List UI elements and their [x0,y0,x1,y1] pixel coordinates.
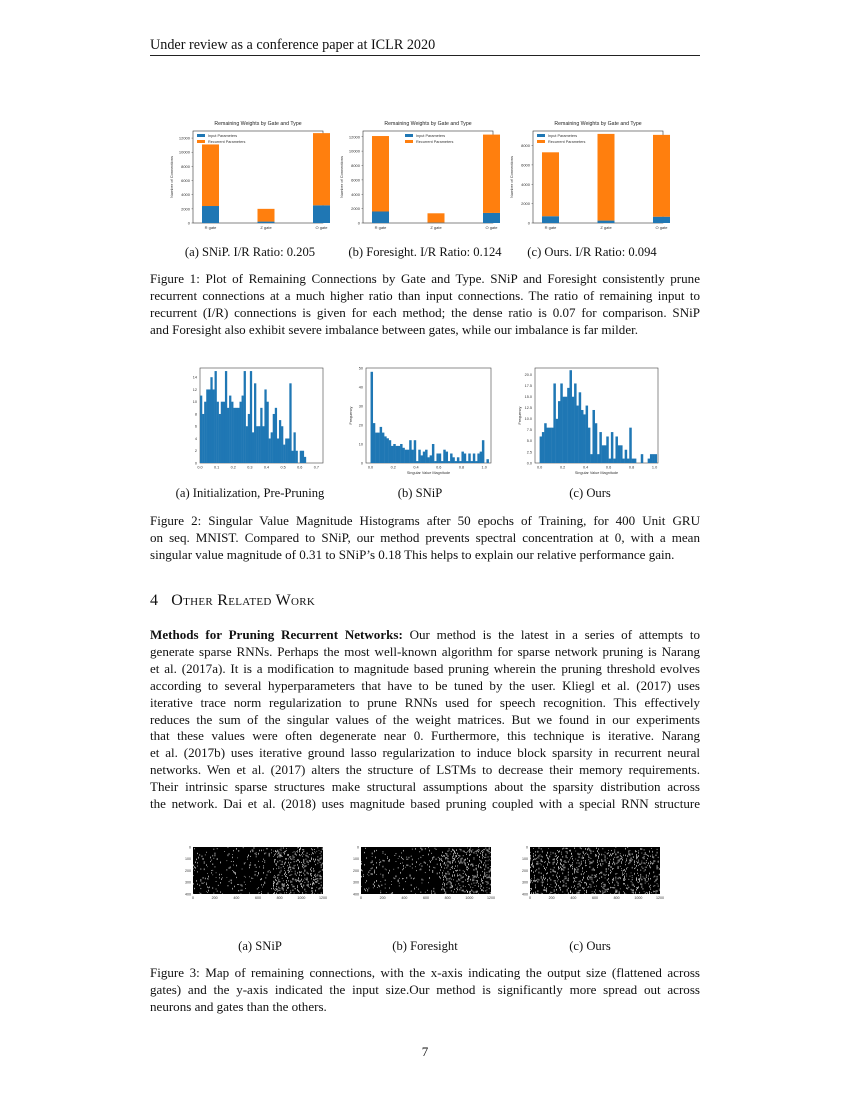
svg-text:400: 400 [233,896,240,900]
svg-text:200: 200 [353,868,359,873]
bar-chart-2 [509,121,670,230]
connection-map-0 [185,845,327,900]
svg-text:Input Parameters: Input Parameters [548,134,578,138]
svg-text:2: 2 [194,449,197,454]
svg-text:0: 0 [192,896,194,900]
svg-text:0.1: 0.1 [213,465,220,470]
svg-text:1.0: 1.0 [481,465,487,470]
figure3-subcaption-c: (c) Ours [569,939,611,953]
figure1-subcaption-b: (b) Foresight. I/R Ratio: 0.124 [348,245,502,259]
svg-text:0.0: 0.0 [526,461,532,466]
svg-text:200: 200 [548,896,555,900]
svg-text:Remaining Weights by Gate and: Remaining Weights by Gate and Type [554,121,642,127]
figure3-connection-maps [175,843,685,905]
svg-text:10: 10 [192,400,197,405]
svg-text:4: 4 [194,436,197,441]
svg-text:0: 0 [189,845,191,850]
bar-chart-1 [339,121,500,230]
svg-text:O gate: O gate [315,225,328,230]
svg-text:Frequency: Frequency [518,406,522,425]
svg-text:Number of Connections: Number of Connections [169,155,174,199]
svg-text:0.4: 0.4 [263,465,270,470]
svg-text:1000: 1000 [465,896,474,900]
svg-text:10000: 10000 [348,148,360,154]
svg-text:4000: 4000 [351,191,360,197]
svg-text:0.5: 0.5 [280,465,286,470]
svg-text:Singular Value Magnitude: Singular Value Magnitude [574,471,619,475]
svg-text:8: 8 [194,412,197,417]
svg-text:200: 200 [185,868,191,873]
svg-text:800: 800 [613,896,620,900]
svg-text:0.7: 0.7 [313,465,319,470]
svg-text:14: 14 [192,375,197,380]
svg-text:2000: 2000 [521,201,530,207]
svg-text:O gate: O gate [485,225,498,230]
svg-text:400: 400 [401,896,408,900]
svg-text:10.0: 10.0 [524,417,532,422]
svg-text:R gate: R gate [544,225,557,230]
svg-text:800: 800 [444,896,451,900]
svg-text:Number of Connections: Number of Connections [339,155,344,199]
svg-text:100: 100 [185,857,191,862]
svg-text:1000: 1000 [297,896,306,900]
svg-text:0.6: 0.6 [605,465,612,470]
svg-text:12: 12 [192,387,197,392]
svg-text:0.8: 0.8 [458,465,465,470]
svg-text:8000: 8000 [181,163,190,169]
svg-text:4000: 4000 [181,192,190,198]
svg-text:6000: 6000 [351,177,360,183]
svg-text:600: 600 [255,896,261,900]
figure1-subcaption-a: (a) SNiP. I/R Ratio: 0.205 [184,245,316,259]
svg-text:1200: 1200 [656,896,664,900]
svg-text:6000: 6000 [521,162,530,168]
svg-text:0.2: 0.2 [559,465,566,470]
svg-text:2000: 2000 [351,206,360,212]
svg-text:0: 0 [360,896,362,900]
section-heading: 4 Other Related Work [150,592,316,609]
svg-text:200: 200 [379,896,386,900]
histogram-2 [518,368,658,475]
figure2-subcaption-b: (b) SNiP [397,486,443,500]
figure3-caption: Figure 3: Map of remaining connections, with the x-axis indicating the output size (flattened across gates) and the y-axis indicated the input size.Our method is significantly more spread out across neurons and gates than the others. [150,965,700,1014]
svg-text:30: 30 [358,404,363,409]
svg-text:2000: 2000 [181,206,190,212]
svg-text:0: 0 [357,220,360,226]
svg-text:0: 0 [187,220,190,226]
svg-text:12.5: 12.5 [524,406,532,411]
svg-text:Singular Value Magnitude: Singular Value Magnitude [406,471,451,475]
body-paragraph: Methods for Pruning Recurrent Networks: Our method is the latest in a series of attempts to generate sparse RNNs. Perhaps the most well-known algorithm for sparse network pruning is Narang et al. (2017a). It is a modification to magnitude based pruning wherein the pruning threshold evolves according to several hyperparameters that have to be tuned by the user. Kliegl et al. (2017) uses iterative trace norm regularization to prune RNNs used for speech recognition. This effectively reduces the sum of the singular values of the weight matrices. But we found in our experiments that these values were often degenerate near 0. Furthermore, this technique is iterative. Narang et al. (2017b) uses iterative ground lasso regularization to induce block sparsity in recurrent neural networks. Wen et al. (2017) alters the structure of LSTMs to decrease their memory requirements. Their intrinsic sparse structures make structural assumptions about the sparsity distribution across the network. Dai et al. (2018) uses magnitude based pruning coupled with a special RNN structure [150,627,700,812]
svg-text:800: 800 [276,896,283,900]
figure1-caption: Figure 1: Plot of Remaining Connections by Gate and Type. SNiP and Foresight consistently prune recurrent connections at a much higher ratio than input connections. The ratio of remaining input to recurrent (I/R) connections is given for each method; the dense ratio is 0.07 for comparison. SNiP and Foresight also exhibit severe imbalance between gates, while our imbalance is far milder. [150,271,700,337]
paragraph-lead: Methods for Pruning Recurrent Networks: [150,627,403,642]
svg-text:17.5: 17.5 [524,383,532,388]
svg-text:0.0: 0.0 [536,465,543,470]
svg-text:0.3: 0.3 [247,465,253,470]
svg-text:0: 0 [194,461,197,466]
svg-text:1200: 1200 [487,896,495,900]
svg-text:Remaining Weights by Gate and: Remaining Weights by Gate and Type [214,121,302,127]
svg-text:Z gate: Z gate [430,225,442,230]
svg-text:Remaining Weights by Gate and: Remaining Weights by Gate and Type [384,121,472,127]
figure2-subcaption-a: (a) Initialization, Pre-Pruning [175,486,325,500]
svg-text:0.0: 0.0 [197,465,203,470]
svg-text:Z gate: Z gate [600,225,612,230]
svg-text:Frequency: Frequency [349,406,353,425]
svg-text:2.5: 2.5 [526,450,532,455]
svg-text:Input Parameters: Input Parameters [416,134,446,138]
svg-text:0: 0 [360,461,363,466]
svg-text:0: 0 [529,896,531,900]
svg-text:R gate: R gate [374,225,387,230]
svg-text:1.0: 1.0 [651,465,658,470]
svg-text:12000: 12000 [178,135,190,141]
svg-text:0.2: 0.2 [390,465,396,470]
svg-text:7.5: 7.5 [526,428,532,433]
svg-text:600: 600 [592,896,598,900]
svg-text:Recurrent Parameters: Recurrent Parameters [208,140,246,144]
svg-text:400: 400 [522,892,528,897]
svg-text:Recurrent Parameters: Recurrent Parameters [416,140,454,144]
svg-text:20: 20 [358,423,363,428]
svg-text:0.6: 0.6 [297,465,303,470]
svg-text:50: 50 [358,366,363,371]
connection-map-1 [353,845,495,900]
svg-text:4000: 4000 [521,181,530,187]
svg-text:400: 400 [570,896,577,900]
svg-text:1200: 1200 [319,896,327,900]
connection-map-2 [522,845,664,900]
svg-text:Number of Connections: Number of Connections [509,155,514,199]
svg-text:0.0: 0.0 [367,465,374,470]
svg-text:100: 100 [353,857,359,862]
svg-text:Z gate: Z gate [260,225,272,230]
svg-text:6000: 6000 [181,178,190,184]
svg-text:20.0: 20.0 [524,372,532,377]
svg-text:0.2: 0.2 [230,465,236,470]
svg-text:100: 100 [522,857,528,862]
svg-text:200: 200 [522,868,528,873]
svg-text:40: 40 [358,385,363,390]
svg-text:600: 600 [423,896,429,900]
bar-chart-0 [169,121,330,230]
svg-text:400: 400 [353,892,359,897]
svg-text:6: 6 [194,424,197,429]
figure2-caption: Figure 2: Singular Value Magnitude Histograms after 50 epochs of Training, for 400 Unit GRU on seq. MNIST. Compared to SNiP, our method prevents spectral concentration at 0, with a mean singular value magnitude of 0.31 to SNiP’s 0.18 This helps to explain our relative performance gain. [150,513,700,562]
svg-text:5.0: 5.0 [526,439,532,444]
svg-text:0.4: 0.4 [582,465,589,470]
figure3-subcaption-b: (b) Foresight [392,939,458,953]
svg-text:12000: 12000 [348,134,360,140]
svg-text:0: 0 [526,845,528,850]
svg-text:8000: 8000 [351,163,360,168]
page-number: 7 [421,1044,429,1059]
histogram-0 [193,368,323,470]
figure2-subcaption-c: (c) Ours [569,486,611,500]
svg-text:0: 0 [527,220,530,226]
header-rule [150,55,700,56]
svg-text:10: 10 [358,442,363,447]
figure1-charts [165,115,695,235]
svg-text:1000: 1000 [634,896,643,900]
svg-text:0.6: 0.6 [436,465,442,470]
figure2-histograms [180,365,670,480]
svg-text:0.8: 0.8 [628,465,635,470]
svg-text:300: 300 [185,880,191,885]
running-header: Under review as a conference paper at ICLR 2020 [150,37,436,53]
svg-text:8000: 8000 [521,143,530,149]
svg-text:Recurrent Parameters: Recurrent Parameters [548,140,586,144]
svg-text:200: 200 [211,896,218,900]
svg-text:O gate: O gate [655,225,668,230]
svg-text:10000: 10000 [178,149,190,155]
svg-text:300: 300 [522,880,528,885]
svg-text:0.4: 0.4 [413,465,419,470]
svg-text:15.0: 15.0 [524,395,532,400]
histogram-1 [349,366,491,475]
svg-text:Input Parameters: Input Parameters [208,134,238,138]
svg-text:R gate: R gate [204,225,217,230]
svg-text:400: 400 [185,892,191,897]
figure3-subcaption-a: (a) SNiP [238,939,282,953]
figure1-subcaption-c: (c) Ours. I/R Ratio: 0.094 [527,245,657,259]
svg-text:300: 300 [353,880,359,885]
svg-text:0: 0 [357,845,359,850]
